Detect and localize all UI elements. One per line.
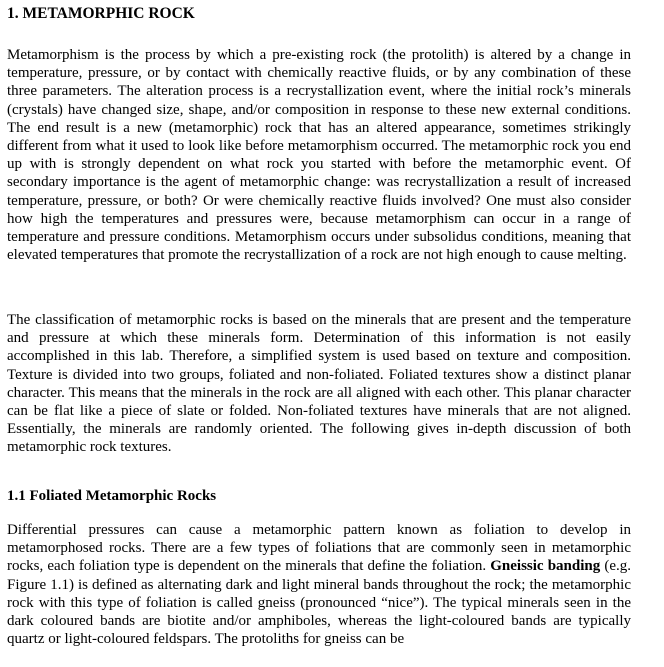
- paragraph-foliated-start: Differential pressures can cause a metamorphic pattern known as foliation to develop in metamorphosed rocks. There are a few types of foliations that are commonly seen in metamorphic rocks, each foliation type is dependent on the minerals that define the foliation.: [7, 522, 631, 575]
- subsection-heading: 1.1 Foliated Metamorphic Rocks: [7, 488, 217, 504]
- paragraph-foliated-end: (e.g. Figure 1.1) is defined as alternating dark and light mineral bands throughout the rock; the metamorphic rock with this type of foliation is called gneiss (pronounced “nice”). The typical minerals seen in the dark coloured bands are biotite and/or amphiboles, whereas the light-coloured bands are typically quartz or light-coloured feldspars. The protoliths for gneiss can be: [7, 558, 631, 648]
- paragraph-classification: The classification of metamorphic rocks is based on the minerals that are present and the temperature and pressure at which these minerals form. Determination of this information is not easily accomplished in this lab. Therefore, a simplified system is used based on texture and composition. Texture is divided into two groups, foliated and non-foliated. Foliated textures show a distinct planar character. This means that the minerals in the rock are all aligned with each other. This planar character can be flat like a piece of slate or folded. Non-foliated textures have minerals that are not aligned. Essentially, the minerals are randomly oriented. The following gives in-depth discussion of both metamorphic rock textures.: [7, 312, 631, 456]
- paragraph-metamorphism-definition: Metamorphism is the process by which a pre-existing rock (the protolith) is altered by a change in temperature, pressure, or by contact with chemically reactive fluids, or by any combination of these three parameters. The alteration process is a recrystallization event, where the initial rock’s minerals (crystals) have changed size, shape, and/or composition in response to these new external conditions. The end result is a new (metamorphic) rock that has an altered appearance, sometimes strikingly different from what it used to look like before metamorphism occurred. The metamorphic rock you end up with is strongly dependent on what rock you started with before the metamorphic event. Of secondary importance is the agent of metamorphic change: was recrystallization a result of increased temperature, pressure, or both? Or were chemically reactive fluids involved? One must also consider how high the temperatures and pressures were, because metamorphism can occur in a range of temperature and pressure conditions. Metamorphism occurs under subsolidus conditions, meaning that elevated temperatures that promote the recrystallization of a rock are not high enough to cause melting.: [7, 47, 631, 264]
- section-heading: 1. METAMORPHIC ROCK: [7, 5, 195, 22]
- bold-term-gneissic-banding: Gneissic banding: [490, 558, 601, 575]
- paragraph-foliated: [7, 521, 631, 648]
